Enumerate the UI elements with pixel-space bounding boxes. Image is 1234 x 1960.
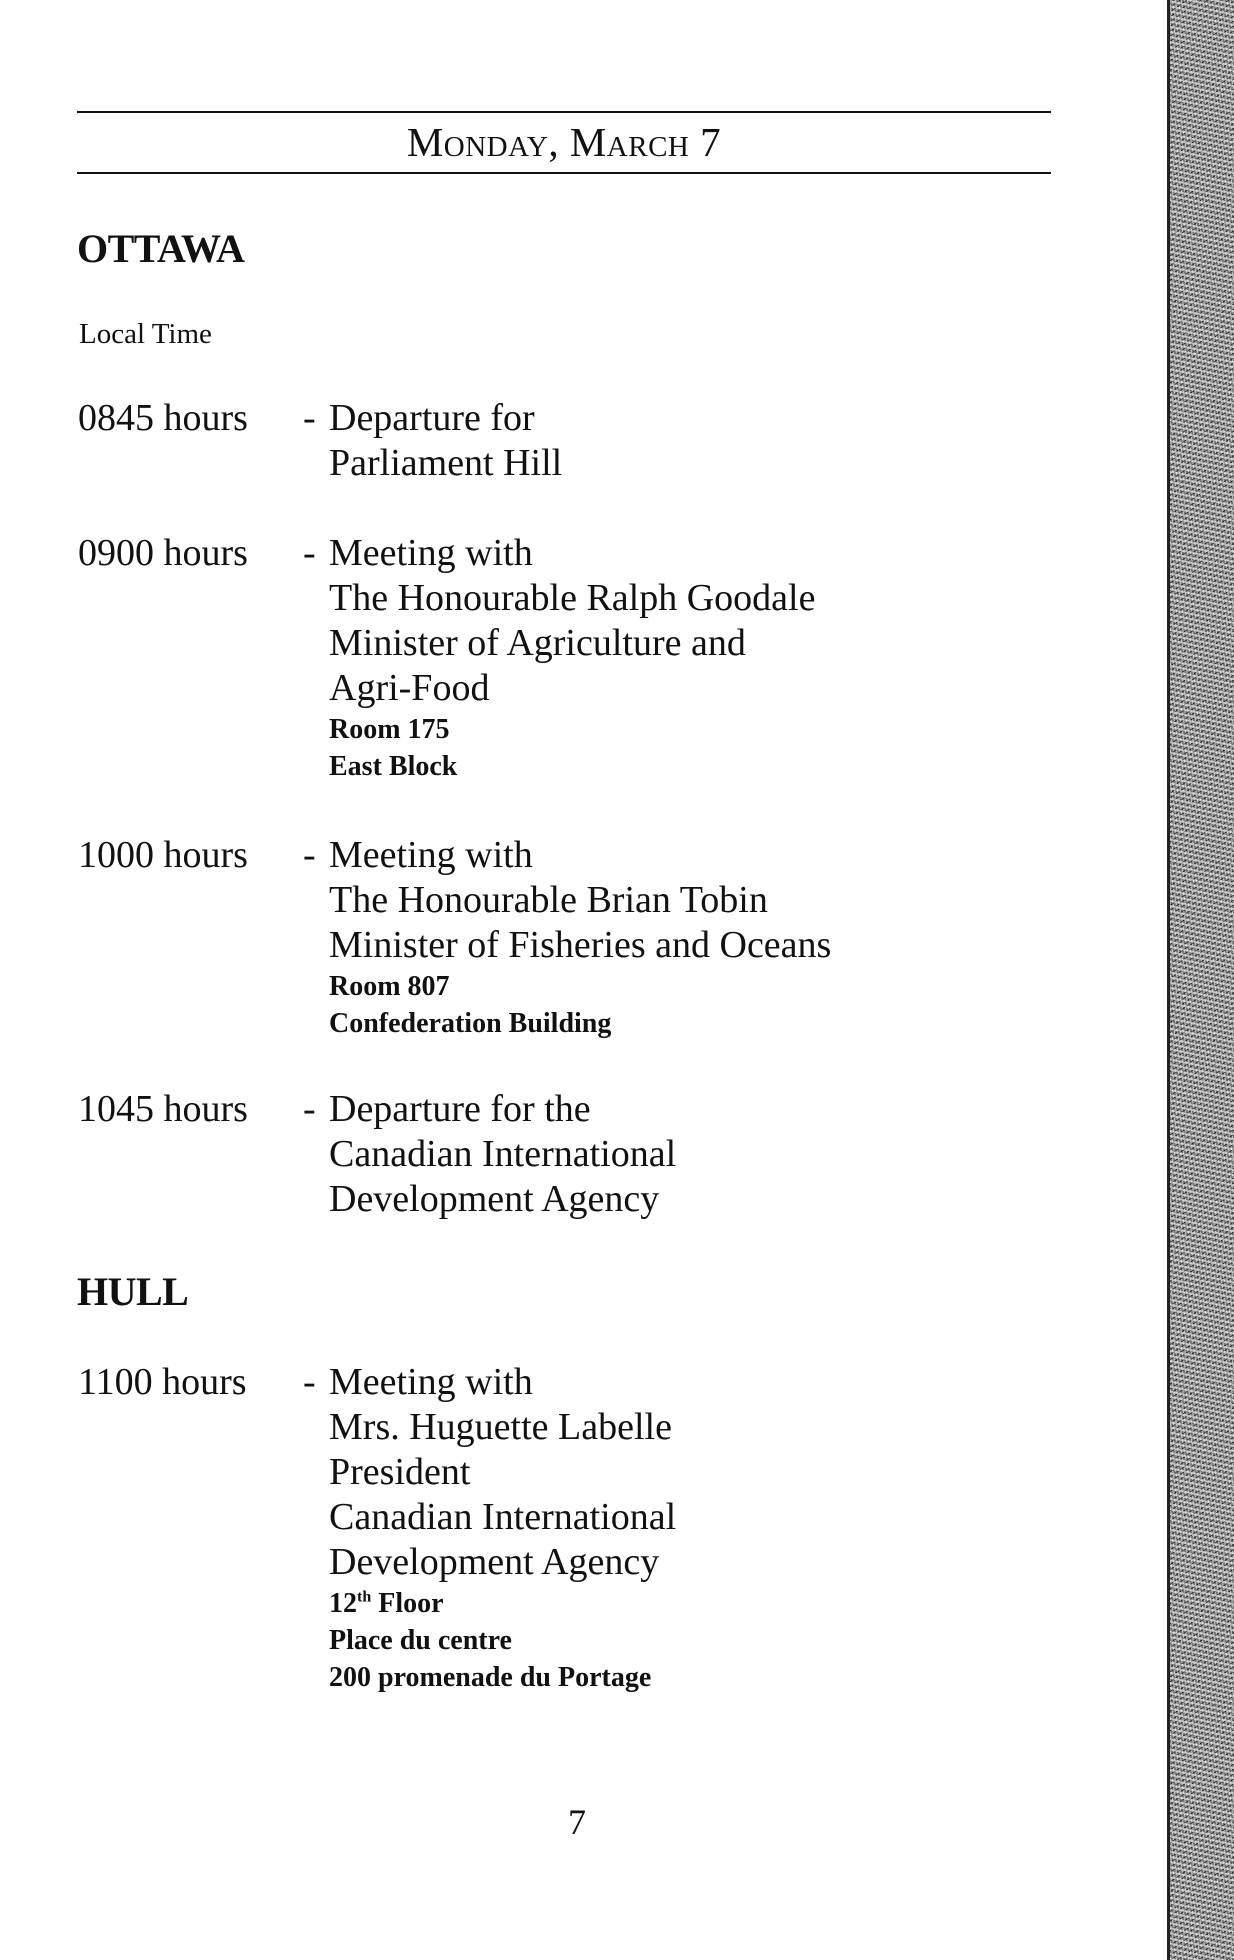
- entry-description: [329, 1360, 1029, 1696]
- entry-line: The Honourable Brian Tobin: [329, 879, 768, 921]
- entry-line: Meeting with: [329, 532, 533, 574]
- entry-line: Departure for: [329, 397, 535, 439]
- city-heading-hull: HULL: [77, 1269, 189, 1314]
- entry-line: Minister of Agriculture and: [329, 622, 746, 664]
- entry-description: [329, 833, 1029, 1042]
- entry-location-line: Confederation Building: [329, 1008, 612, 1039]
- entry-line: Canadian International: [329, 1496, 677, 1538]
- entry-time: 0845 hours: [78, 397, 248, 439]
- entry-time: 1000 hours: [78, 834, 248, 876]
- entry-description: [329, 396, 1029, 486]
- entry-line: Canadian International: [329, 1133, 677, 1175]
- entry-line: Departure for the: [329, 1088, 591, 1130]
- entry-time: 1045 hours: [78, 1088, 248, 1130]
- floor-ordinal-suffix: th: [357, 1588, 372, 1606]
- floor-word: Floor: [378, 1588, 444, 1619]
- entry-line: Parliament Hill: [329, 442, 563, 484]
- entry-location-line: Place du centre: [329, 1625, 512, 1656]
- entry-time: 0900 hours: [78, 532, 248, 574]
- entry-line: Meeting with: [329, 834, 533, 876]
- page-title: Monday, March 7: [406, 119, 722, 165]
- header-rule-bottom: [77, 172, 1051, 174]
- city-heading-ottawa: OTTAWA: [77, 226, 245, 271]
- entry-dash: -: [303, 397, 316, 439]
- entry-line: The Honourable Ralph Goodale: [329, 577, 816, 619]
- header-rule-top: [77, 111, 1051, 113]
- entry-location-line: 200 promenade du Portage: [329, 1662, 652, 1693]
- entry-time: 1100 hours: [78, 1361, 247, 1403]
- entry-location-line: East Block: [329, 751, 458, 782]
- entry-line: Agri-Food: [329, 667, 490, 709]
- entry-line: Development Agency: [329, 1541, 660, 1583]
- entry-dash: -: [303, 1361, 316, 1403]
- entry-dash: -: [303, 1088, 316, 1130]
- entry-location-line: Room 175: [329, 714, 450, 745]
- local-time-label: Local Time: [79, 318, 212, 350]
- entry-description: [329, 1087, 1029, 1222]
- entry-line: President: [329, 1451, 471, 1493]
- entry-line: Meeting with: [329, 1361, 533, 1403]
- entry-location-floor: [329, 1585, 1029, 1622]
- entry-line: Mrs. Huguette Labelle: [329, 1406, 672, 1448]
- scanned-binding-edge: [1167, 0, 1234, 1960]
- entry-line: Development Agency: [329, 1178, 660, 1220]
- entry-location-line: Room 807: [329, 971, 450, 1002]
- entry-dash: -: [303, 834, 316, 876]
- floor-number: 12: [329, 1588, 357, 1619]
- entry-dash: -: [303, 532, 316, 574]
- page-number: 7: [568, 1802, 586, 1842]
- entry-description: [329, 531, 1029, 785]
- entry-line: Minister of Fisheries and Oceans: [329, 924, 832, 966]
